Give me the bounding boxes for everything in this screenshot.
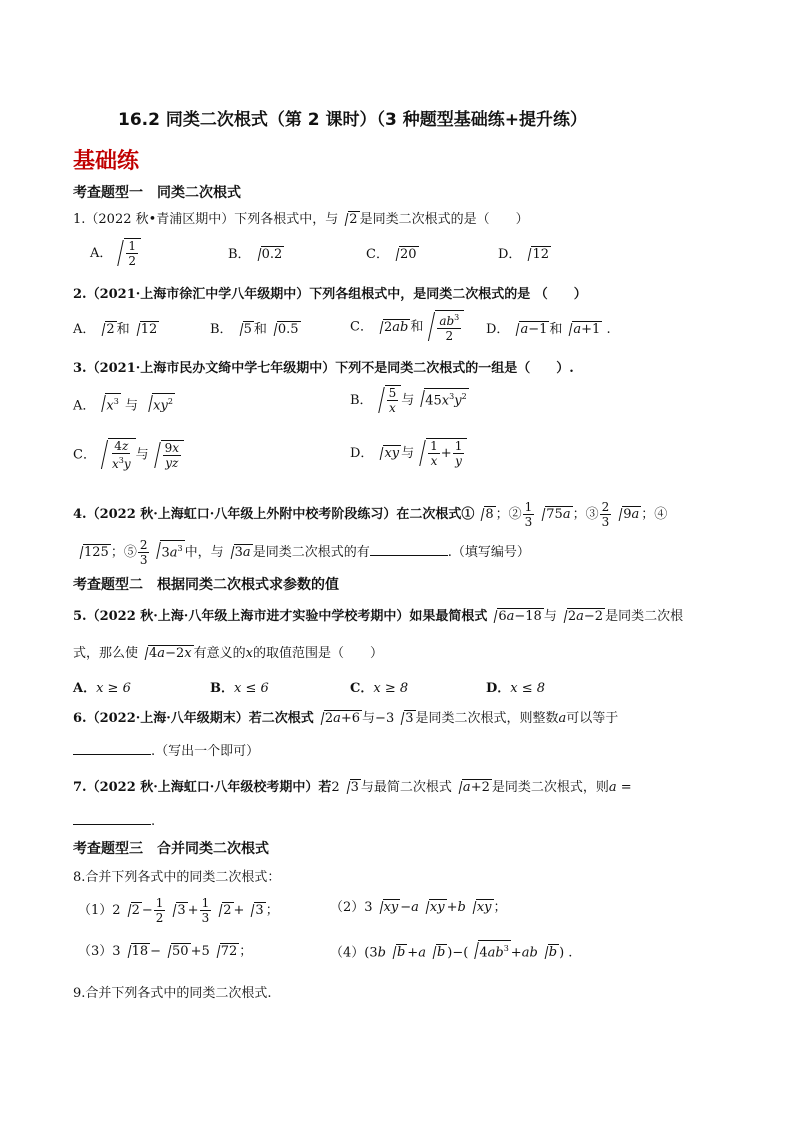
- q8-part-1: （1）2 2 − $\frac{1}{2}$ 3 + $\frac{1}{3}$ 2 + 3 ；: [78, 896, 279, 925]
- q3-option-b[interactable]: B． $\frac{5}{x}$ 与 $45x^3y^2$: [350, 386, 467, 415]
- question-7-stem: 7.（2022 秋·上海虹口·八年级校考期中）若2 3 与最简二次根式 a+2 是同类二次根式，则a =: [73, 780, 632, 795]
- q5-option-c[interactable]: C．x ≥ 8: [350, 681, 409, 696]
- question-5-stem: 5.（2022 秋·上海·八年级上海市进才实验中学校考期中）如果最简根式 6a−18 与 2a−2 是同类二次根: [73, 609, 684, 624]
- q2-option-c[interactable]: C． 2ab 和 $\frac{ab^3}{2}$: [350, 310, 464, 343]
- q8-part-4: （4）(3b b +a b )−( $4ab^3 +ab$ b ) .: [330, 940, 572, 961]
- q2-option-a[interactable]: A． 2 和 12: [73, 322, 158, 337]
- q7-answer-blank[interactable]: [73, 812, 151, 825]
- question-type-2: 考查题型二 根据同类二次根式求参数的值: [73, 577, 339, 593]
- q1-option-b[interactable]: B． 0.2: [228, 247, 283, 262]
- question-9-stem: 9.合并下列各式中的同类二次根式.: [73, 986, 272, 1001]
- question-type-3: 考查题型三 合并同类二次根式: [73, 841, 269, 857]
- q8-part-3: （3）3 18 − 50 +5 72 ；: [78, 944, 253, 959]
- q5-option-d[interactable]: D．x ≤ 8: [486, 681, 546, 696]
- section-heading: 基础练: [73, 149, 140, 174]
- question-6-line2: .（写出一个即可）: [73, 740, 259, 759]
- question-8-stem: 8.合并下列各式中的同类二次根式：: [73, 870, 281, 885]
- question-4-line2: 125 ；⑤ $\frac{2}{3}$ $3a^3$ 中，与 3a 是同类二次根式的有 .（填写编号）: [73, 538, 530, 567]
- question-2-stem: 2.（2021·上海市徐汇中学八年级期中）下列各组根式中，是同类二次根式的是 （ ）: [73, 287, 587, 302]
- q1-option-a[interactable]: A． $\frac{1}{2}$: [90, 238, 141, 268]
- q4-answer-blank[interactable]: [370, 543, 448, 556]
- sqrt-2: 2: [339, 211, 359, 228]
- question-7-blank-line: .: [73, 812, 155, 829]
- question-1-stem: 1.（2022 秋•青浦区期中）下列各根式中，与 2 是同类二次根式的是（ ）: [73, 212, 529, 227]
- question-6-stem: 6.（2022·上海·八年级期末）若二次根式 2a+6 与−3 3 是同类二次根式，则整数a可以等于: [73, 711, 619, 726]
- q8-part-2: （2）3 xy −a xy +b xy ；: [330, 900, 507, 915]
- question-type-1: 考查题型一 同类二次根式: [73, 185, 241, 201]
- q3-option-c[interactable]: C． $\frac{4z}{x^3y}$ 与 $\frac{9x}{yz}$: [73, 438, 184, 471]
- question-3-stem: 3.（2021·上海市民办文绮中学七年级期中）下列不是同类二次根式的一组是（ ）.: [73, 361, 574, 376]
- q6-answer-blank[interactable]: [73, 742, 151, 755]
- question-4-stem: 4.（2022 秋·上海虹口·八年级上外附中校考阶段练习）在二次根式① 8 ；② $\frac{1}{3}$ 75a ；③ $\frac{2}{3}$ 9a ；④: [73, 500, 668, 529]
- q1-option-c[interactable]: C． 20: [366, 247, 417, 262]
- page-title: 16.2 同类二次根式（第 2 课时）（3 种题型基础练+提升练）: [118, 110, 588, 130]
- q5-option-a[interactable]: A．x ≥ 6: [73, 681, 131, 696]
- q2-option-d[interactable]: D． a−1 和 a+1 .: [486, 322, 611, 337]
- q5-option-b[interactable]: B．x ≤ 6: [210, 681, 269, 696]
- q1-option-d[interactable]: D． 12: [498, 247, 549, 262]
- q2-option-b[interactable]: B． 5 和 0.5: [210, 322, 299, 337]
- q3-option-a[interactable]: A． $x^3$ 与 $xy^2$: [73, 393, 175, 414]
- q3-option-d[interactable]: D． xy 与 $\frac{1}{x}$ + $\frac{1}{y}$: [350, 438, 467, 468]
- question-5-line2: 式，那么使 4a−2x 有意义的x的取值范围是（ ）: [73, 646, 383, 661]
